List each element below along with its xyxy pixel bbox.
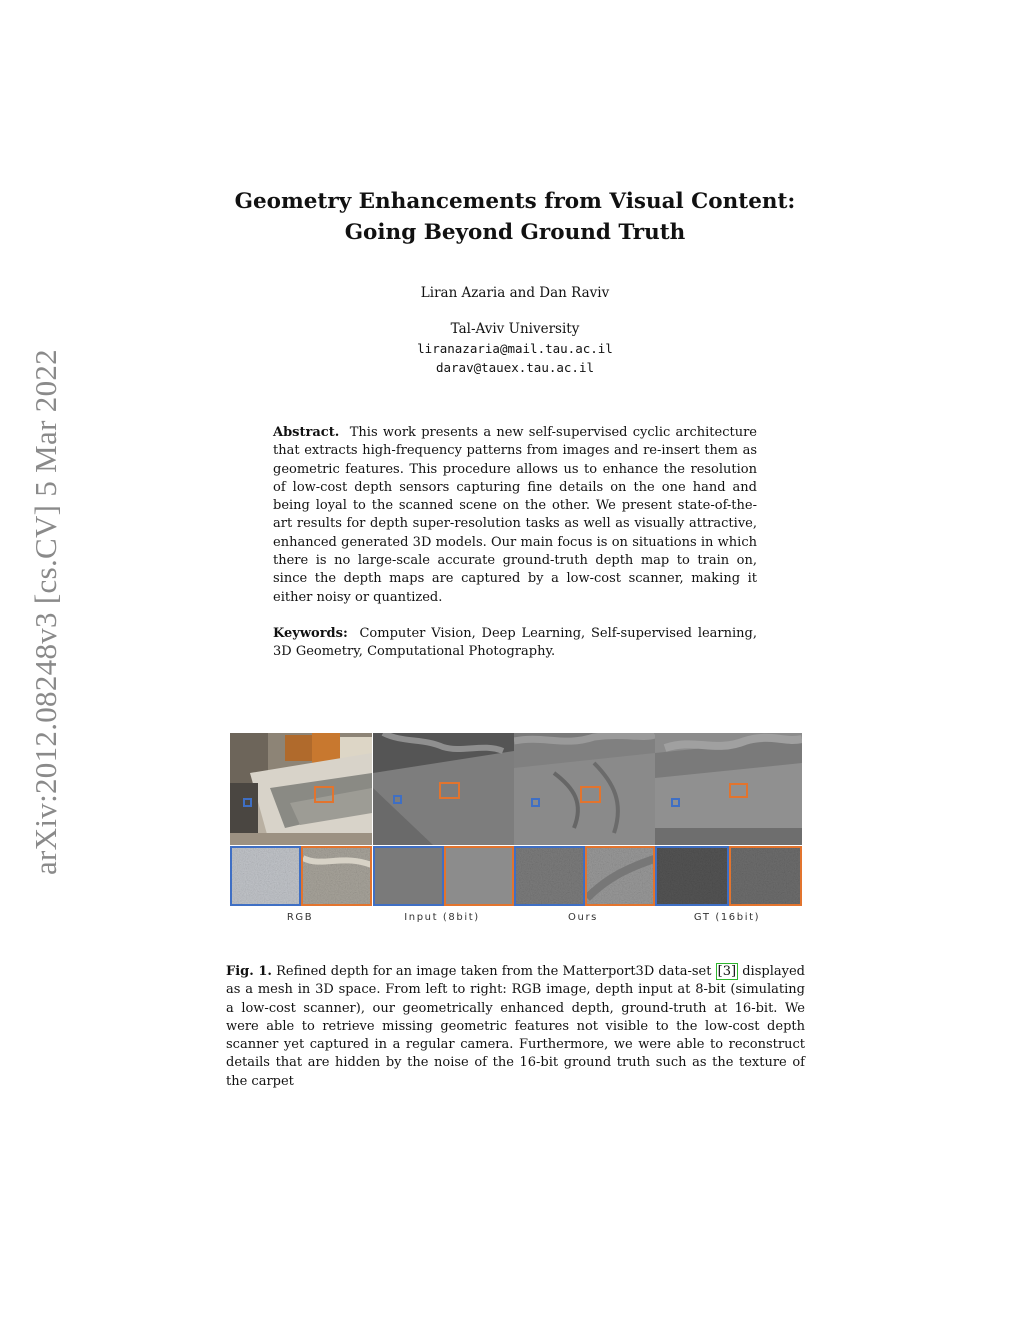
orange-selection-box [580,786,601,803]
blue-selection-box [531,798,540,807]
keywords [273,625,757,662]
ours-blue-crop [514,846,585,906]
caption-text-2: displayed as a mesh in 3D space. From left to right: RGB image, depth input at 8-bit (simulating a low-cost scanner), our geometrically enhanced depth, ground-truth at 16-bit. We were able to retrieve missing geometric features not visible to the low-cost depth scanner yet captured in a regular camera. Furthermore, we were able to reconstruct details that are hidden by the noise of the 16-bit ground truth such as the texture of the carpet [226,964,805,1089]
figure-1 [230,733,802,907]
caption-text-1: Refined depth for an image taken from the Matterport3D data-set [276,964,712,979]
paper-title [200,186,830,248]
input-orange-crop [444,846,514,906]
ours-orange-crop [585,846,655,906]
keywords-label: Keywords: [273,626,348,641]
gt-16bit-panel [655,733,802,845]
keywords-text: Computer Vision, Deep Learning, Self-supervised learning, 3D Geometry, Computational Photography. [273,626,758,660]
input-8bit-panel [373,733,514,845]
ours-panel [514,733,655,845]
figure-caption [226,963,805,1091]
abstract-label: Abstract. [273,425,340,440]
gt-blue-crop [655,846,729,906]
orange-selection-box [729,783,748,798]
citation-link[interactable]: [3] [717,964,737,979]
input-blue-crop [373,846,444,906]
figure-label-ours: Ours [568,912,598,923]
rgb-blue-crop [230,846,301,906]
gt-orange-crop [729,846,802,906]
title-line-1: Geometry Enhancements from Visual Content: [234,189,796,214]
title-line-2: Going Beyond Ground Truth [344,220,686,245]
authors: Liran Azaria and Dan Raviv [420,285,610,301]
email-2[interactable]: darav@tauex.tau.ac.il [435,360,595,375]
rgb-image-panel [230,733,372,845]
blue-selection-box [671,798,680,807]
figure-label-gt: GT (16bit) [693,912,761,923]
affiliation: Tal-Aviv University [450,321,580,337]
affiliation-block [200,320,830,377]
orange-selection-box [439,782,460,799]
blue-selection-box [243,798,252,807]
abstract-text: This work presents a new self-supervised cyclic architecture that extracts high-frequency patterns from images and re-insert them as geometric features. This procedure allows us to enhance the resolution of low-cost depth sensors capturing fine details on the one hand and being loyal to the scanned scene on the other. We present state-of-the-art results for depth super-resolution tasks as well as visually attractive, enhanced generated 3D models. Our main focus is on situations in which there is no large-scale accurate ground-truth depth map to train on, since the depth maps are captured by a low-cost scanner, making it either noisy or quantized. [273,425,758,605]
rgb-orange-crop [301,846,372,906]
caption-label: Fig. 1. [226,964,272,979]
abstract [273,424,757,607]
orange-selection-box [314,786,334,803]
figure-label-rgb: RGB [286,912,314,923]
figure-label-input: Input (8bit) [404,912,480,923]
blue-selection-box [393,795,402,804]
email-1[interactable]: liranazaria@mail.tau.ac.il [417,341,613,356]
arxiv-identifier-stamp: arXiv:2012.08248v3 [cs.CV] 5 Mar 2022 [28,349,63,875]
